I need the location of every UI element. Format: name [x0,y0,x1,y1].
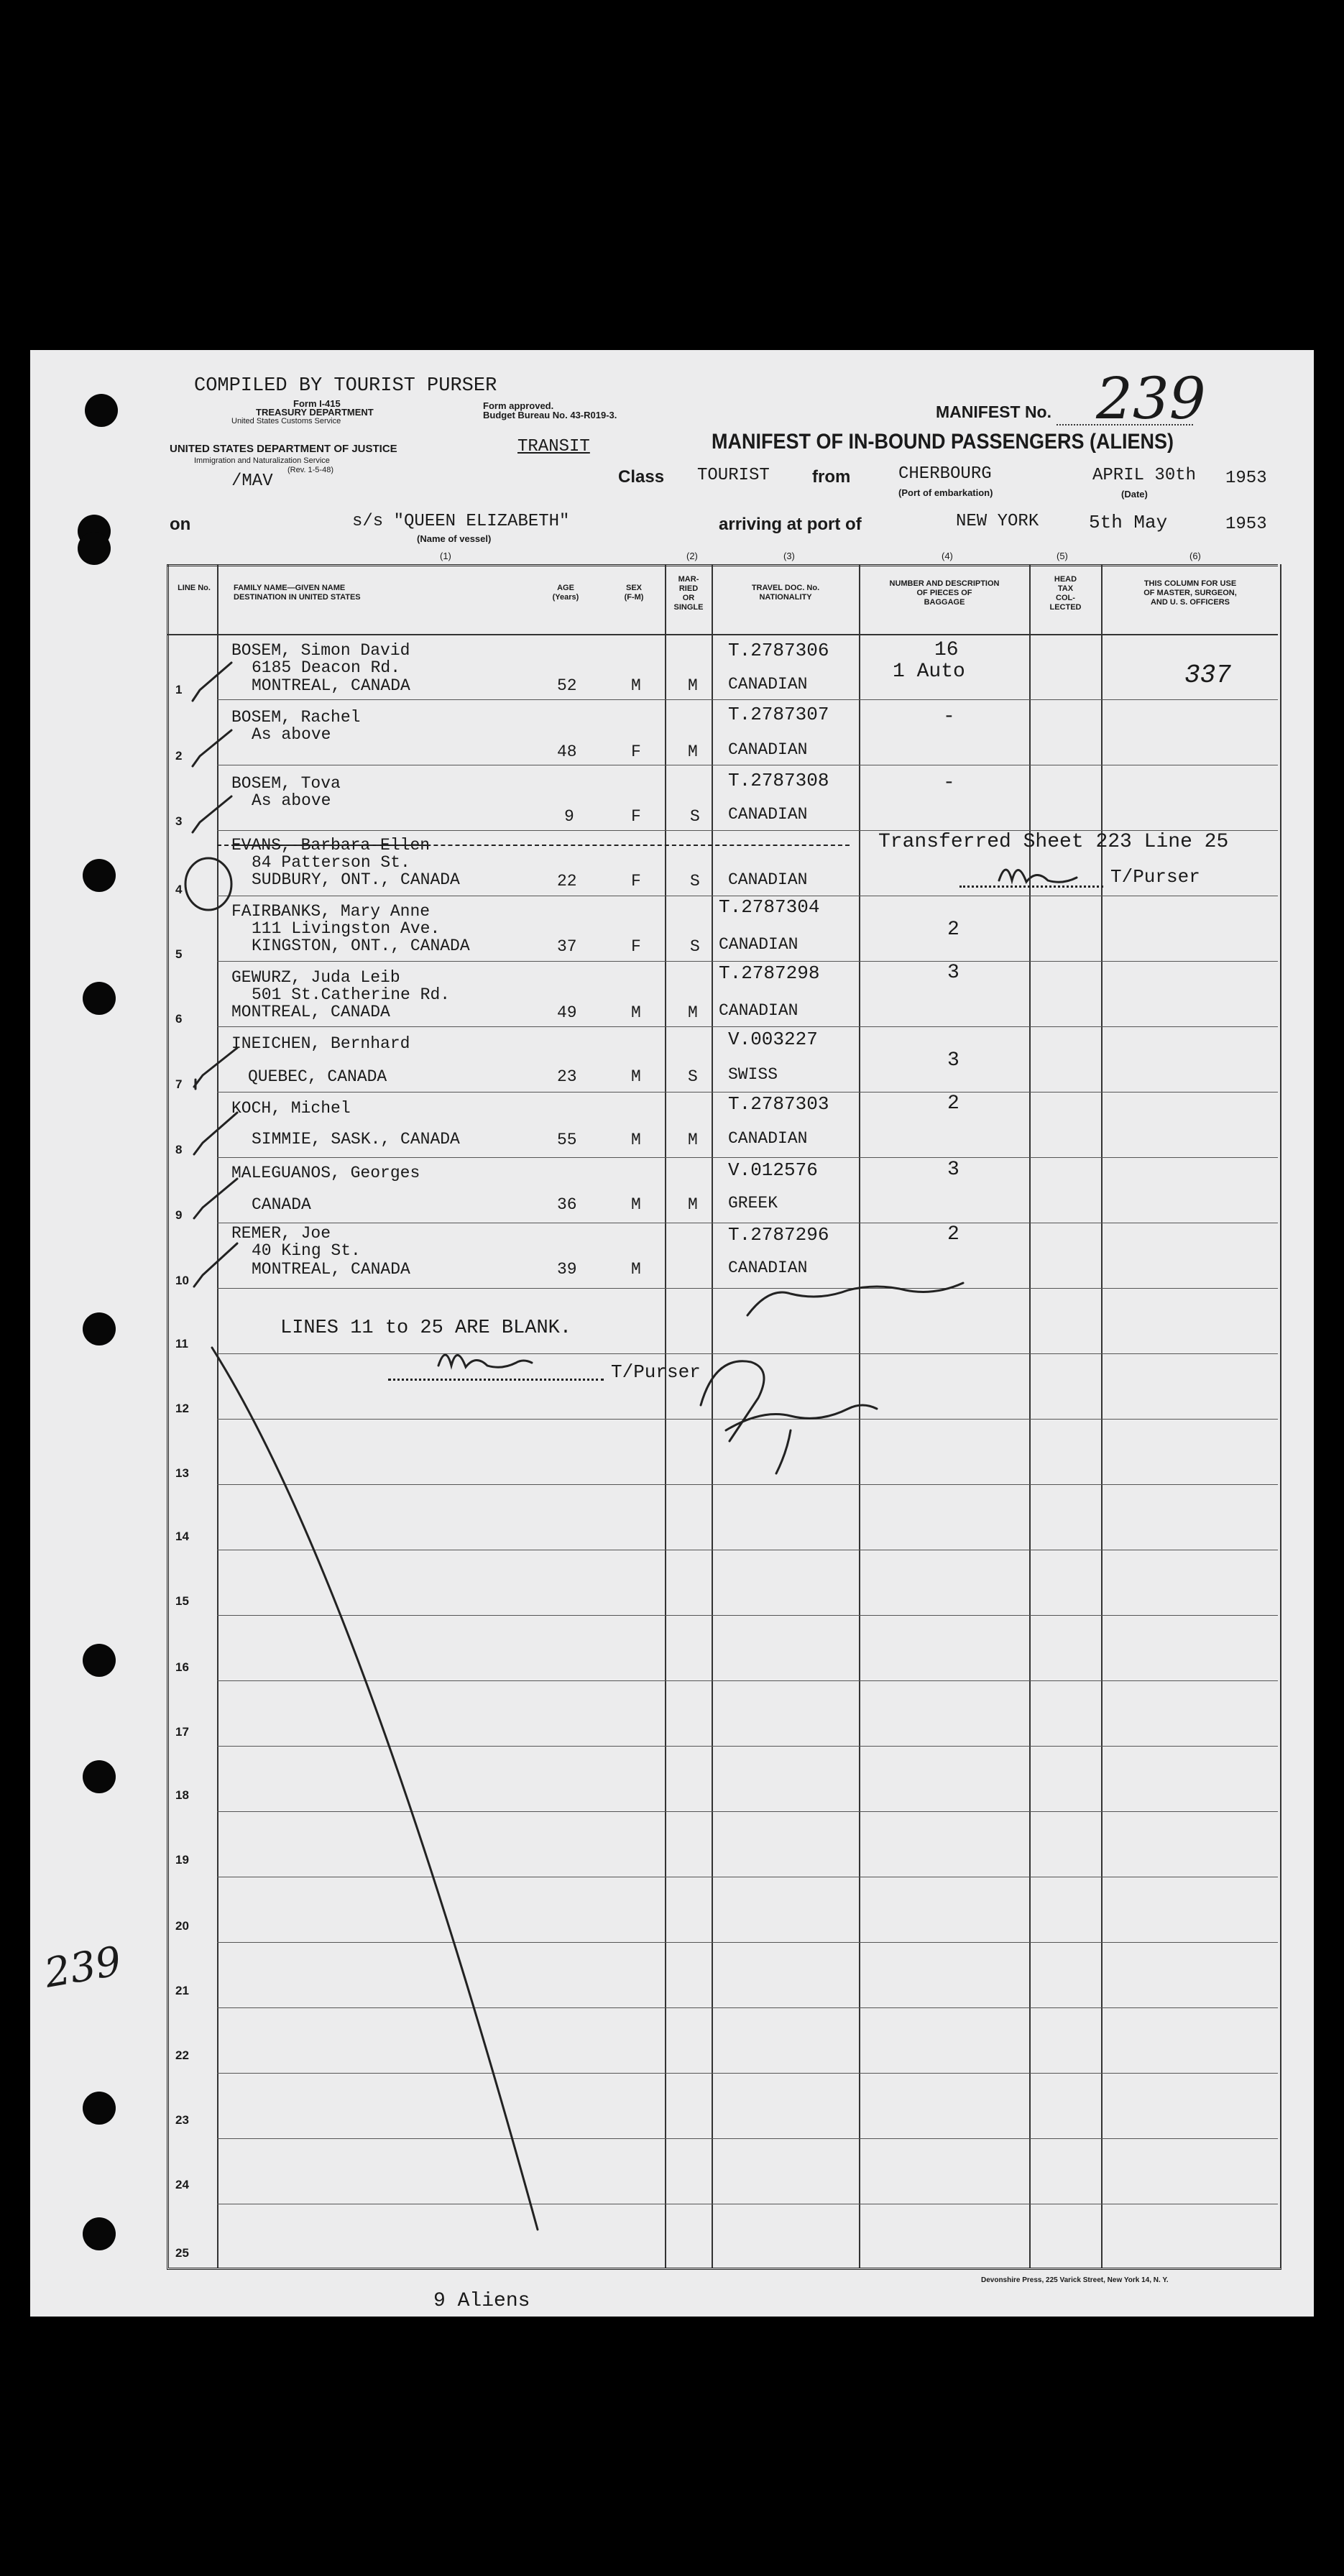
line-number: 6 [175,1012,183,1026]
passenger-destination: MONTREAL, CANADA [252,676,410,695]
blank-signature-title: T/Purser [611,1361,701,1383]
baggage-count: 3 [947,1049,959,1072]
header-married: MAR- RIED OR SINGLE [673,575,704,612]
passenger-name: BOSEM, Rachel [231,708,361,727]
travel-doc: T.2787306 [728,640,829,661]
passenger-married: S [688,1067,698,1086]
line-number: 24 [175,2178,189,2191]
header-travel-doc: TRAVEL DOC. No. NATIONALITY [751,584,820,602]
header-head-tax: HEAD TAX COL- LECTED [1049,575,1082,612]
form-approved: Form approved. [483,400,554,411]
baggage-count: 16 [934,639,959,661]
col-number: (3) [783,551,795,561]
passenger-married: S [690,872,700,891]
compiled-by: COMPILED BY TOURIST PURSER [194,375,497,397]
line-number: 19 [175,1853,189,1867]
travel-doc: T.2787308 [728,770,829,791]
passenger-name: REMER, Joe [231,1224,331,1243]
vessel-caption: (Name of vessel) [417,533,492,544]
page-title: MANIFEST OF IN-BOUND PASSENGERS (ALIENS) [712,430,1174,454]
from-label: from [812,467,851,487]
justice-dept: UNITED STATES DEPARTMENT OF JUSTICE [170,443,397,455]
passenger-address: 40 King St. [252,1241,361,1260]
blank-lines-note: LINES 11 to 25 ARE BLANK. [280,1317,572,1339]
baggage-count: - [943,772,955,794]
vessel-name: s/s "QUEEN ELIZABETH" [352,512,570,531]
line-number: 1 [175,683,183,696]
officer-note: 337 [1184,661,1231,690]
passenger-sex: M [631,1195,641,1214]
passenger-address: As above [252,791,331,810]
baggage-count: - [943,706,955,728]
margin-number: 239 [41,1938,125,1997]
line-number: 18 [175,1788,189,1802]
passenger-destination: CANADA [252,1195,311,1214]
line-number: 3 [175,814,183,828]
manifest-no-label: MANIFEST No. [936,402,1051,421]
class-value: TOURIST [697,466,770,485]
col-number: (1) [440,551,451,561]
col-number: (6) [1189,551,1201,561]
nationality: CANADIAN [728,740,808,759]
passenger-address: 84 Patterson St. [252,853,410,872]
passenger-destination: QUEBEC, CANADA [248,1067,387,1086]
passenger-address: 111 Livingston Ave. [252,919,441,938]
travel-doc: T.2787303 [728,1093,829,1115]
aliens-count: 9 Aliens [433,2290,530,2312]
line-number: 2 [175,749,183,763]
line-number: 15 [175,1594,189,1608]
on-label: on [170,515,191,534]
baggage-desc: 1 Auto [893,661,965,683]
arrival-port: NEW YORK [956,512,1039,531]
transfer-note: Transferred Sheet 223 Line 25 [878,831,1229,853]
baggage-count: 2 [947,1223,959,1246]
class-label: Class [618,467,665,487]
travel-doc: T.2787307 [728,704,829,725]
passenger-destination: MONTREAL, CANADA [231,1003,390,1021]
header-sex: SEX (F-M) [624,584,644,602]
year-1: 1953 [1225,469,1267,488]
year-2: 1953 [1225,515,1267,534]
initials: /MAV [231,472,273,491]
line-number: 11 [175,1337,188,1351]
passenger-sex: F [631,807,641,826]
passenger-address: 501 St.Catherine Rd. [252,985,451,1004]
travel-doc: T.2787296 [728,1224,829,1246]
passenger-age: 55 [557,1131,577,1149]
port-of-embarkation: CHERBOURG [898,464,992,484]
travel-doc: V.012576 [728,1159,818,1181]
budget-bureau: Budget Bureau No. 43-R019-3. [483,410,617,420]
passenger-sex: M [631,1131,641,1149]
form-number: Form I-415 [293,398,341,409]
passenger-destination: MONTREAL, CANADA [252,1260,410,1279]
nationality: CANADIAN [728,805,808,824]
passenger-name: MALEGUANOS, Georges [231,1164,420,1182]
passenger-married: S [690,937,700,956]
passenger-destination: KINGSTON, ONT., CANADA [252,937,470,955]
arrival-date: 5th May [1089,512,1168,533]
nationality: SWISS [728,1065,778,1084]
passenger-age: 49 [557,1003,577,1022]
date-caption: (Date) [1121,489,1148,500]
header-baggage: NUMBER AND DESCRIPTION OF PIECES OF BAGGAGE [889,579,1000,607]
passenger-name: FAIRBANKS, Mary Anne [231,902,431,921]
line-number: 7 [175,1077,183,1091]
col-number: (2) [686,551,698,561]
printer-imprint: Devonshire Press, 225 Varick Street, New York 14, N. Y. [981,2276,1169,2284]
passenger-address: As above [252,725,331,744]
passenger-age: 22 [557,872,577,891]
passenger-married: S [690,807,700,826]
passenger-destination: SUDBURY, ONT., CANADA [252,870,460,889]
col-number: (5) [1057,551,1068,561]
passenger-name: BOSEM, Tova [231,774,341,793]
passenger-sex: M [631,1067,641,1086]
passenger-sex: M [631,676,641,695]
line-number: 8 [175,1143,183,1156]
passenger-married: M [688,1003,698,1022]
line-number: 21 [175,1984,189,1997]
line-number: 17 [175,1725,189,1739]
passenger-married: M [688,742,698,761]
line-number: 22 [175,2048,189,2062]
line-number: 9 [175,1208,183,1222]
header-officers: THIS COLUMN FOR USE OF MASTER, SURGEON, AND U. S. OFFICERS [1143,579,1237,607]
passenger-sex: F [631,872,641,891]
line-number: 5 [175,947,183,961]
header-line-no: LINE No. [178,584,211,592]
line-number: 4 [175,883,183,896]
passenger-age: 48 [557,742,577,761]
line-number: 16 [175,1660,189,1674]
travel-doc: T.2787304 [719,896,820,918]
passenger-name: GEWURZ, Juda Leib [231,968,400,987]
passenger-age: 39 [557,1260,577,1279]
passenger-married: M [688,676,698,695]
customs-service: United States Customs Service [231,417,341,426]
passenger-sex: F [631,742,641,761]
embark-date: APRIL 30th [1092,466,1197,485]
nationality: CANADIAN [719,1001,798,1020]
nationality: CANADIAN [728,1129,808,1148]
baggage-count: 2 [947,919,959,941]
passenger-age: 52 [557,676,577,695]
passenger-sex: F [631,937,641,956]
col-number: (4) [942,551,953,561]
transit-stamp: TRANSIT [517,437,590,456]
passenger-address: 6185 Deacon Rd. [252,658,401,677]
passenger-married: M [688,1195,698,1214]
passenger-name: INEICHEN, Bernhard [231,1034,410,1053]
line-number: 12 [175,1402,189,1415]
passenger-name: BOSEM, Simon David [231,641,410,660]
travel-doc: V.003227 [728,1029,818,1050]
travel-doc: T.2787298 [719,962,820,984]
transfer-signature-title: T/Purser [1110,866,1200,888]
header-age: AGE (Years) [552,584,579,602]
passenger-age: 9 [564,807,574,826]
passenger-sex: M [631,1003,641,1022]
treasury-dept: TREASURY DEPARTMENT [256,407,374,418]
nationality: CANADIAN [728,1259,808,1277]
nationality: CANADIAN [719,935,798,954]
passenger-name-struck: EVANS, Barbara Ellen [231,836,431,855]
port-embark-caption: (Port of embarkation) [898,487,993,498]
baggage-count: 2 [947,1092,959,1115]
nationality: CANADIAN [728,870,808,889]
nationality: CANADIAN [728,675,808,694]
passenger-married: M [688,1131,698,1149]
manifest-number: 239 [1096,365,1206,432]
passenger-age: 23 [557,1067,577,1086]
line-number: 23 [175,2113,189,2127]
line-number: 20 [175,1919,189,1933]
line-number: 13 [175,1466,189,1480]
line-number: 14 [175,1530,189,1543]
passenger-name: KOCH, Michel [231,1099,351,1118]
passenger-age: 36 [557,1195,577,1214]
ins-service: Immigration and Naturalization Service [194,456,330,465]
baggage-count: 3 [947,962,959,984]
baggage-count: 3 [947,1159,959,1181]
passenger-destination: SIMMIE, SASK., CANADA [252,1130,460,1149]
revision: (Rev. 1-5-48) [287,466,333,474]
arriving-label: arriving at port of [719,515,862,534]
header-name: FAMILY NAME—GIVEN NAME DESTINATION IN UNITED STATES [234,584,361,602]
nationality: GREEK [728,1194,778,1213]
passenger-sex: M [631,1260,641,1279]
line-number: 10 [175,1274,189,1287]
line-number: 25 [175,2246,189,2260]
passenger-age: 37 [557,937,577,956]
